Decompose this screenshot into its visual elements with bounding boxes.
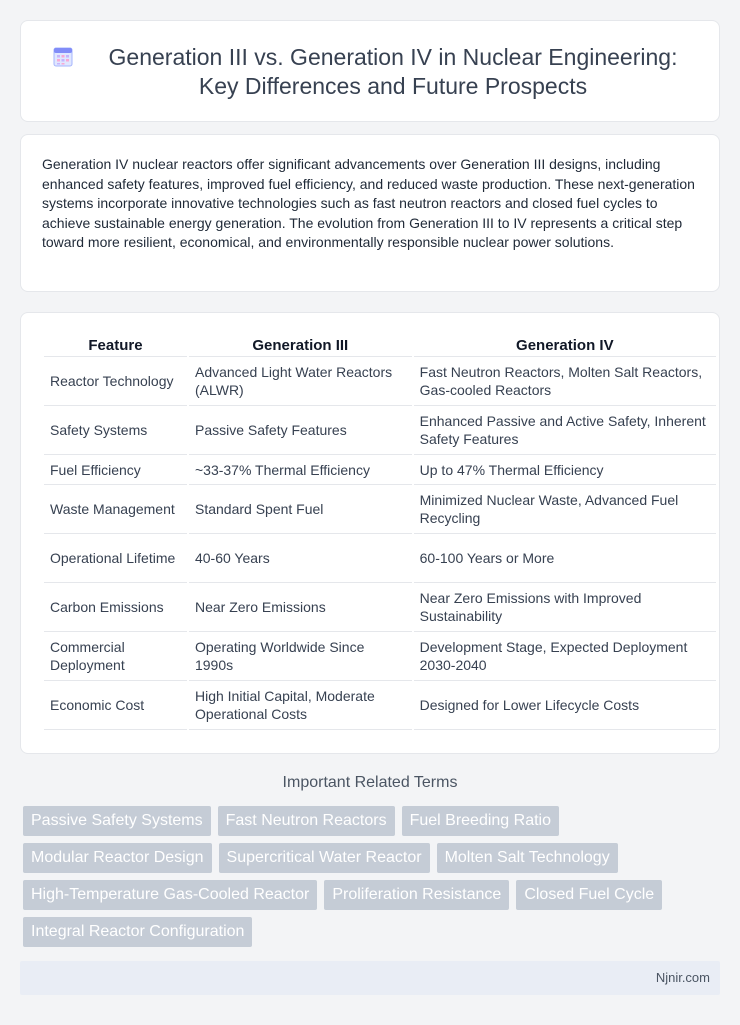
- gen3-cell: Advanced Light Water Reactors (ALWR): [189, 357, 412, 406]
- related-term-tag[interactable]: Fuel Breeding Ratio: [402, 806, 559, 836]
- related-terms-title: Important Related Terms: [282, 774, 458, 791]
- feature-cell: Economic Cost: [44, 681, 187, 730]
- table-row: [44, 681, 716, 730]
- table-row: [44, 583, 716, 632]
- related-term-tag[interactable]: High-Temperature Gas-Cooled Reactor: [23, 880, 317, 910]
- related-terms-list: [23, 806, 723, 947]
- related-term-tag[interactable]: Passive Safety Systems: [23, 806, 211, 836]
- table-row: [44, 632, 716, 681]
- related-term-tag[interactable]: Modular Reactor Design: [23, 843, 212, 873]
- table-header-row: [44, 335, 716, 357]
- gen3-cell: Passive Safety Features: [189, 406, 412, 455]
- comparison-table: [42, 335, 718, 730]
- table-row: [44, 485, 716, 534]
- table-row: [44, 534, 716, 583]
- gen3-cell: Operating Worldwide Since 1990s: [189, 632, 412, 681]
- gen4-cell: Fast Neutron Reactors, Molten Salt Reactors, Gas-cooled Reactors: [414, 357, 716, 406]
- table-row: [44, 406, 716, 455]
- feature-cell: Reactor Technology: [44, 357, 187, 406]
- feature-cell: Operational Lifetime: [44, 534, 187, 583]
- related-term-tag[interactable]: Closed Fuel Cycle: [516, 880, 662, 910]
- header-generation-iv: Generation IV: [414, 335, 716, 357]
- title-card: [20, 20, 720, 122]
- gen4-cell: Near Zero Emissions with Improved Sustainability: [414, 583, 716, 632]
- related-term-tag[interactable]: Integral Reactor Configuration: [23, 917, 252, 947]
- gen4-cell: Enhanced Passive and Active Safety, Inherent Safety Features: [414, 406, 716, 455]
- feature-cell: Commercial Deployment: [44, 632, 187, 681]
- gen4-cell: Development Stage, Expected Deployment 2030-2040: [414, 632, 716, 681]
- gen3-cell: High Initial Capital, Moderate Operational Costs: [189, 681, 412, 730]
- header-feature: Feature: [44, 335, 187, 357]
- table-row: [44, 455, 716, 485]
- table-row: [44, 357, 716, 406]
- gen4-cell: Minimized Nuclear Waste, Advanced Fuel Recycling: [414, 485, 716, 534]
- comparison-table-card: [20, 312, 720, 754]
- document-table-icon: [51, 45, 75, 69]
- intro-paragraph: Generation IV nuclear reactors offer significant advancements over Generation III designs, including enhanced safety features, improved fuel efficiency, and reduced waste production. These next-generation systems incorporate innovative technologies such as fast neutron reactors and closed fuel cycles to achieve sustainable energy generation. The evolution from Generation III to IV represents a critical step toward more resilient, economical, and environmentally responsible nuclear power solutions.: [42, 156, 695, 250]
- gen3-cell: Near Zero Emissions: [189, 583, 412, 632]
- gen3-cell: 40-60 Years: [189, 534, 412, 583]
- gen4-cell: Up to 47% Thermal Efficiency: [414, 455, 716, 485]
- page-title: Generation III vs. Generation IV in Nuclear Engineering: Key Differences and Future Prospects: [108, 44, 678, 99]
- related-term-tag[interactable]: Proliferation Resistance: [324, 880, 509, 910]
- intro-card: [20, 134, 720, 292]
- feature-cell: Safety Systems: [44, 406, 187, 455]
- feature-cell: Waste Management: [44, 485, 187, 534]
- feature-cell: Fuel Efficiency: [44, 455, 187, 485]
- feature-cell: Carbon Emissions: [44, 583, 187, 632]
- title-row: [51, 43, 689, 101]
- gen4-cell: Designed for Lower Lifecycle Costs: [414, 681, 716, 730]
- related-term-tag[interactable]: Supercritical Water Reactor: [219, 843, 430, 873]
- footer-site-link[interactable]: Njnir.com: [655, 970, 710, 985]
- header-generation-iii: Generation III: [189, 335, 412, 357]
- gen4-cell: 60-100 Years or More: [414, 534, 716, 583]
- footer-bar: [20, 961, 720, 995]
- gen3-cell: ~33-37% Thermal Efficiency: [189, 455, 412, 485]
- gen3-cell: Standard Spent Fuel: [189, 485, 412, 534]
- related-term-tag[interactable]: Fast Neutron Reactors: [218, 806, 395, 836]
- related-term-tag[interactable]: Molten Salt Technology: [437, 843, 618, 873]
